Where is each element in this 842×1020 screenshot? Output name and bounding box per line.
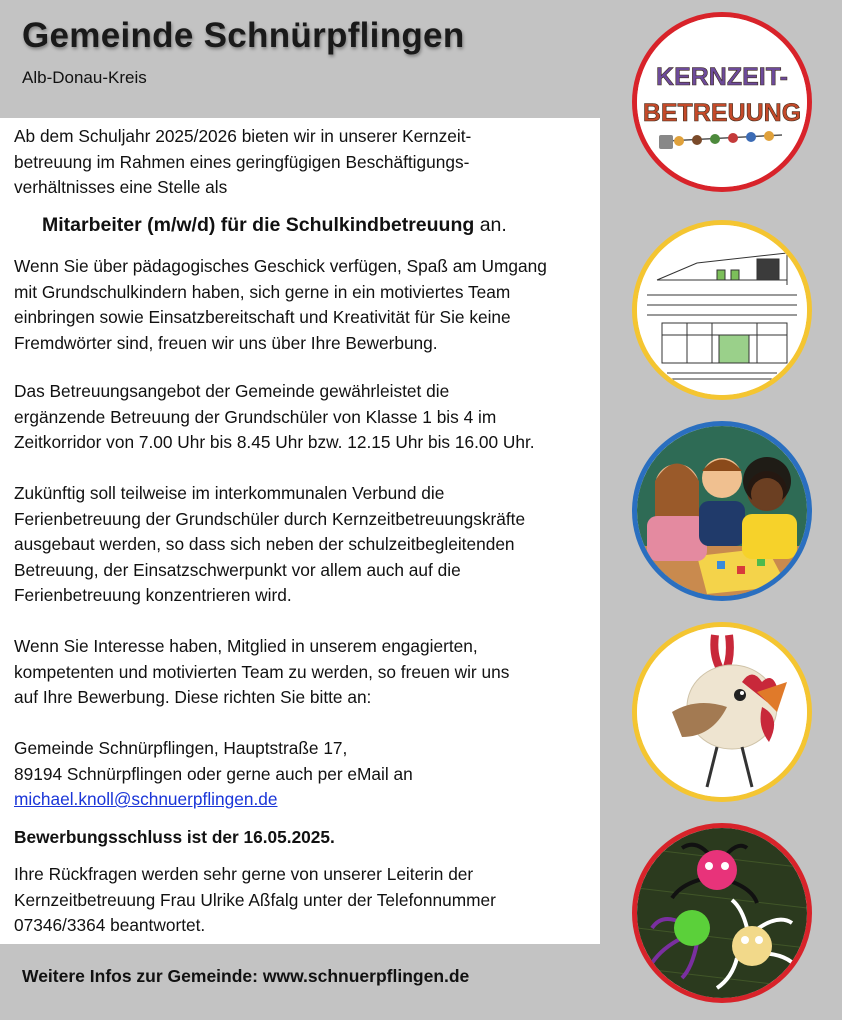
logo-circle	[632, 12, 812, 192]
footer-info: Weitere Infos zur Gemeinde: www.schnuerpflingen.de	[22, 966, 470, 986]
children-photo-circle	[632, 421, 812, 601]
intro-line: betreuung im Rahmen eines geringfügigen Beschäftigungs-	[14, 151, 470, 172]
contact-line: Kernzeitbetreuung Frau Ulrike Aßfalg unter der Telefonnummer	[14, 889, 496, 910]
craft-spiders-circle	[632, 823, 812, 1003]
job-title-suffix: an.	[474, 214, 507, 236]
paragraph-line: Fremdwörter sind, freuen wir uns über Ihre Bewerbung.	[14, 332, 438, 353]
paragraph-line: ausgebaut werden, so dass sich neben der schulzeitbegleitenden	[14, 534, 515, 554]
contact-line: Ihre Rückfragen werden sehr gerne von unserer Leiterin der	[14, 864, 474, 884]
building-plan-circle	[632, 220, 812, 400]
paragraph-line: Das Betreuungsangebot der Gemeinde gewährleistet die	[14, 381, 450, 401]
paragraph-line: Wenn Sie über pädagogisches Geschick verfügen, Spaß am Umgang	[14, 256, 547, 276]
job-title-text: Mitarbeiter (m/w/d) für die Schulkindbetreuung	[42, 214, 475, 236]
paragraph-line: einbringen sowie Einsatzbereitschaft und Kreativität für Sie keine	[14, 307, 511, 327]
craft-chicken-circle	[632, 622, 812, 802]
paper-chicken-image	[637, 627, 807, 797]
email-link[interactable]: michael.knoll@schnuerpflingen.de	[14, 789, 278, 809]
address-block	[14, 736, 594, 813]
contact-line: 07346/3364 beantwortet.	[14, 915, 206, 935]
paragraph-line: mit Grundschulkindern haben, sich gerne in ein motiviertes Team	[14, 281, 511, 302]
paragraph-requirements	[14, 254, 594, 356]
paragraph-future	[14, 481, 594, 609]
paragraph-line: ergänzende Betreuung der Grundschüler von Klasse 1 bis 4 im	[14, 406, 497, 427]
paragraph-line: Ferienbetreuung konzentrieren wird.	[14, 585, 292, 605]
intro-line: Ab dem Schuljahr 2025/2026 bieten wir in unserer Kernzeit-	[14, 126, 472, 146]
deadline-text	[14, 825, 594, 851]
intro-paragraph	[14, 124, 594, 201]
page-title: Gemeinde Schnürpflingen	[22, 16, 465, 55]
paragraph-line: Zeitkorridor von 7.00 Uhr bis 8.45 Uhr bzw. 12.15 Uhr bis 16.00 Uhr.	[14, 432, 535, 452]
address-line: Gemeinde Schnürpflingen, Hauptstraße 17,	[14, 738, 348, 758]
address-line: 89194 Schnürpflingen oder gerne auch per eMail an	[14, 763, 413, 784]
contact-paragraph	[14, 862, 594, 939]
deadline-line: Bewerbungsschluss ist der 16.05.2025.	[14, 827, 335, 847]
building-plan-image	[637, 225, 807, 395]
logo-text-line2: BETREUUNG	[642, 99, 802, 127]
page-subtitle: Alb-Donau-Kreis	[22, 68, 147, 87]
pom-pom-spiders-image	[637, 828, 807, 998]
paragraph-line: Wenn Sie Interesse haben, Mitglied in unserem engagierten,	[14, 636, 478, 656]
kernzeit-logo-image	[637, 17, 807, 187]
paragraph-interest	[14, 634, 594, 711]
paragraph-line: Zukünftig soll teilweise im interkommunalen Verbund die	[14, 483, 445, 503]
job-title	[42, 214, 507, 237]
paragraph-line: auf Ihre Bewerbung. Diese richten Sie bitte an:	[14, 687, 372, 707]
paragraph-line: Betreuung, der Einsatzschwerpunkt vor allem auch auf die	[14, 559, 461, 580]
paragraph-offer	[14, 379, 594, 456]
intro-line: verhältnisses eine Stelle als	[14, 177, 228, 197]
paragraph-line: Ferienbetreuung der Grundschüler durch Kernzeitbetreuungskräfte	[14, 508, 526, 529]
logo-text-line1: KERNZEIT-	[656, 63, 788, 91]
children-playing-image	[637, 426, 807, 596]
paragraph-line: kompetenten und motivierten Team zu werden, so freuen wir uns	[14, 661, 510, 682]
